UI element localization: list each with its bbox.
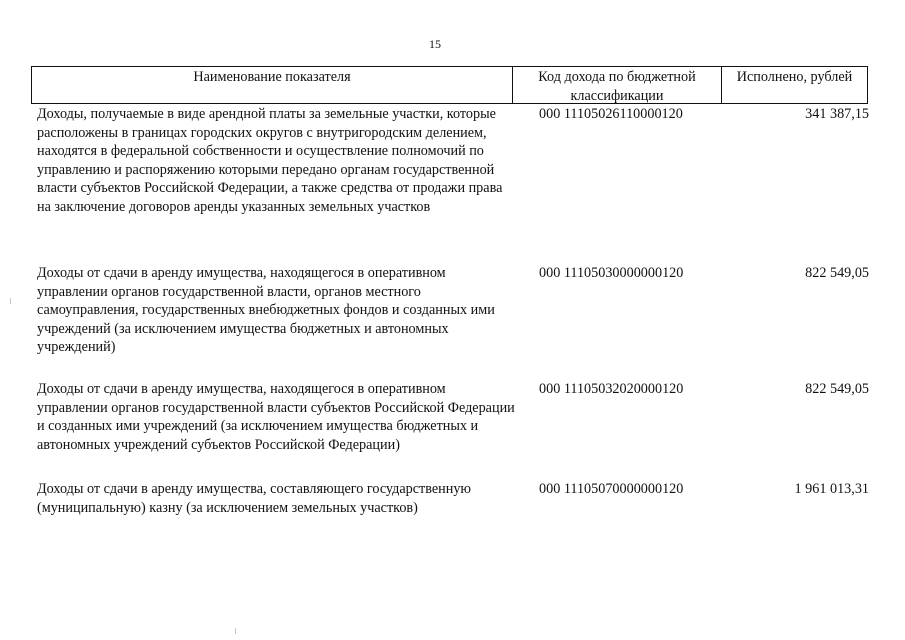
row-amount: 822 549,05	[805, 381, 869, 397]
header-executed-column: Исполнено, рублей	[736, 69, 853, 85]
table-header	[31, 66, 868, 104]
row-code: 000 11105030000000120	[539, 265, 684, 281]
row-name: Доходы от сдачи в аренду имущества, находящегося в оперативном управлении органов государственной власти, органов местного самоуправления, государственных внебюджетных фондов и созданных ими учреждений (за исключением имущества бюджетных и автономных учреждений)	[37, 265, 495, 356]
row-name: Доходы от сдачи в аренду имущества, составляющего государственную (муниципальную) казну (за исключением земельных участков)	[37, 481, 472, 516]
row-code: 000 11105032020000120	[539, 381, 684, 397]
scan-artifact	[10, 298, 11, 304]
row-code: 000 11105070000000120	[539, 481, 684, 497]
row-name: Доходы, получаемые в виде арендной платы за земельные участки, которые расположены в границах городских округов с внутригородским делением, находятся в федеральной собственности и осуществление полномочий по управлению и распоряжению которыми передано органам государственной власти субъектов Российской Федерации, а также средства от продажи права на заключение договоров аренды указанных земельных участков	[37, 106, 503, 215]
row-amount: 822 549,05	[805, 265, 869, 281]
row-amount: 341 387,15	[805, 106, 869, 122]
header-name-column: Наименование показателя	[32, 67, 513, 103]
row-code: 000 11105026110000120	[539, 106, 683, 122]
scan-artifact	[235, 628, 236, 634]
page-number: 15	[429, 37, 441, 51]
header-code-column: Код дохода по бюджетной классификации	[513, 67, 722, 103]
row-name: Доходы от сдачи в аренду имущества, находящегося в оперативном управлении органов государственной власти субъектов Российской Федерации и созданных ими учреждений (за исключением имущества бюджетных и автономных учреждений субъектов Российской Федерации)	[37, 381, 515, 453]
row-amount: 1 961 013,31	[794, 481, 869, 497]
